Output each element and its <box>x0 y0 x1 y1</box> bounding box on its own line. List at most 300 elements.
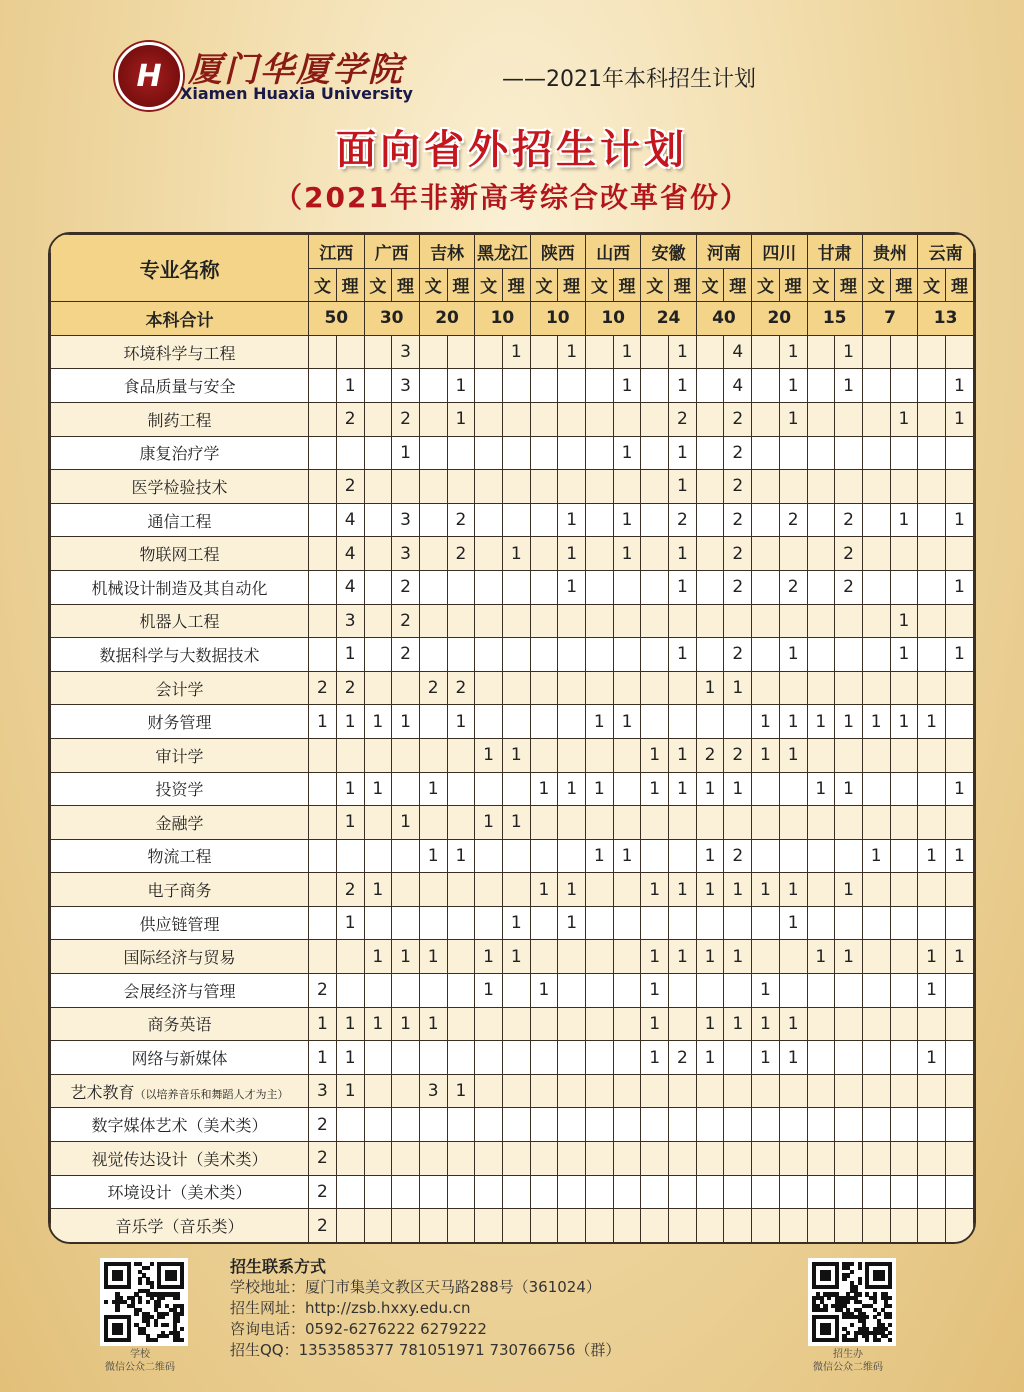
quota-cell <box>586 1007 614 1041</box>
major-name <box>51 1142 309 1176</box>
quota-cell <box>392 1209 420 1243</box>
quota-cell <box>364 1142 392 1176</box>
qr-label-admissions-line1: 招生办 <box>833 1349 863 1360</box>
quota-cell <box>530 806 558 840</box>
quota-cell <box>336 1209 364 1243</box>
quota-cell <box>835 1074 863 1108</box>
quota-cell: 3 <box>419 1074 447 1108</box>
qr-module <box>176 1296 180 1300</box>
quota-cell <box>862 974 890 1008</box>
major-name-text: 投资学 <box>155 780 204 800</box>
quota-cell <box>945 436 973 470</box>
table-row <box>51 806 974 840</box>
quota-cell <box>945 705 973 739</box>
major-name <box>51 940 309 974</box>
quota-cell: 1 <box>779 402 807 436</box>
quota-cell <box>918 906 946 940</box>
quota-cell <box>586 1175 614 1209</box>
quota-cell: 1 <box>502 537 530 571</box>
quota-cell <box>945 806 973 840</box>
qr-module <box>850 1323 854 1327</box>
quota-cell <box>752 436 780 470</box>
quota-cell <box>502 1074 530 1108</box>
quota-cell <box>862 1074 890 1108</box>
quota-cell <box>613 470 641 504</box>
quota-cell <box>586 974 614 1008</box>
major-name <box>51 1108 309 1142</box>
qr-module <box>127 1338 131 1342</box>
quota-cell <box>586 671 614 705</box>
quota-cell <box>862 537 890 571</box>
quota-cell: 1 <box>641 772 669 806</box>
quota-cell <box>890 1074 918 1108</box>
quota-cell <box>419 570 447 604</box>
quota-cell <box>419 436 447 470</box>
quota-cell <box>447 570 475 604</box>
table-row <box>51 537 974 571</box>
quota-cell <box>862 906 890 940</box>
province-total: 10 <box>586 302 641 336</box>
quota-cell: 1 <box>945 638 973 672</box>
qr-module <box>888 1304 892 1308</box>
quota-cell <box>835 1041 863 1075</box>
quota-cell <box>586 940 614 974</box>
quota-cell <box>558 671 586 705</box>
quota-cell <box>586 906 614 940</box>
qr-label-school-line1: 学校 <box>130 1349 150 1360</box>
quota-cell <box>945 1108 973 1142</box>
quota-cell <box>530 1108 558 1142</box>
quota-cell: 2 <box>392 604 420 638</box>
quota-cell <box>862 570 890 604</box>
quota-cell <box>364 638 392 672</box>
quota-cell <box>779 1142 807 1176</box>
quota-cell <box>945 1142 973 1176</box>
quota-cell <box>724 806 752 840</box>
quota-cell <box>502 503 530 537</box>
quota-cell <box>447 940 475 974</box>
quota-cell <box>862 873 890 907</box>
quota-cell <box>945 1074 973 1108</box>
major-name-text: 数据科学与大数据技术 <box>99 645 260 665</box>
quota-cell <box>392 1074 420 1108</box>
quota-cell <box>364 537 392 571</box>
quota-cell <box>502 974 530 1008</box>
quota-cell <box>807 839 835 873</box>
quota-cell <box>475 1108 503 1142</box>
province-header: 广西 <box>364 235 419 269</box>
quota-cell <box>558 940 586 974</box>
quota-cell: 2 <box>724 402 752 436</box>
quota-cell <box>807 974 835 1008</box>
quota-cell <box>530 335 558 369</box>
quota-cell: 1 <box>669 369 697 403</box>
quota-cell: 1 <box>890 638 918 672</box>
arts-track-header: 文 <box>364 268 392 302</box>
province-header: 江西 <box>309 235 364 269</box>
quota-cell <box>392 1142 420 1176</box>
university-logo <box>115 42 183 110</box>
quota-cell: 1 <box>364 940 392 974</box>
table-row <box>51 671 974 705</box>
quota-cell <box>696 335 724 369</box>
qr-module <box>858 1292 862 1296</box>
quota-cell <box>641 470 669 504</box>
major-name <box>51 436 309 470</box>
quota-cell: 1 <box>669 940 697 974</box>
quota-cell <box>945 1041 973 1075</box>
quota-cell <box>890 671 918 705</box>
quota-cell: 1 <box>641 974 669 1008</box>
quota-cell <box>890 873 918 907</box>
quota-cell <box>779 470 807 504</box>
quota-cell <box>502 470 530 504</box>
major-name-text: 音乐学（音乐类） <box>115 1217 244 1237</box>
quota-cell: 1 <box>392 806 420 840</box>
quota-cell: 1 <box>475 738 503 772</box>
quota-cell <box>945 335 973 369</box>
quota-cell <box>918 1175 946 1209</box>
quota-cell: 1 <box>558 906 586 940</box>
province-header: 黑龙江 <box>475 235 530 269</box>
plan-table <box>50 234 974 1243</box>
quota-cell <box>336 974 364 1008</box>
contact-website[interactable]: 招生网址：http://zsb.hxxy.edu.cn <box>230 1299 471 1317</box>
quota-cell <box>475 638 503 672</box>
quota-cell <box>835 470 863 504</box>
quota-cell <box>807 1074 835 1108</box>
quota-cell <box>364 974 392 1008</box>
quota-cell <box>475 1074 503 1108</box>
quota-cell <box>752 839 780 873</box>
quota-cell <box>613 1175 641 1209</box>
quota-cell <box>586 537 614 571</box>
quota-cell <box>364 402 392 436</box>
quota-cell <box>586 1041 614 1075</box>
quota-cell <box>835 839 863 873</box>
quota-cell <box>918 1007 946 1041</box>
arts-track-header: 文 <box>807 268 835 302</box>
quota-cell: 1 <box>669 772 697 806</box>
qr-module <box>146 1323 150 1327</box>
major-name <box>51 503 309 537</box>
quota-cell <box>779 1108 807 1142</box>
quota-cell <box>669 705 697 739</box>
quota-cell <box>364 839 392 873</box>
qr-module <box>150 1285 154 1289</box>
quota-cell: 3 <box>336 604 364 638</box>
quota-cell <box>475 772 503 806</box>
quota-cell <box>835 671 863 705</box>
quota-cell <box>502 1041 530 1075</box>
quota-cell <box>309 738 337 772</box>
major-name-text: 国际经济与贸易 <box>123 948 236 968</box>
quota-cell <box>696 570 724 604</box>
quota-cell <box>945 1007 973 1041</box>
quota-cell: 1 <box>530 873 558 907</box>
quota-cell <box>918 436 946 470</box>
quota-cell <box>613 1007 641 1041</box>
quota-cell: 1 <box>752 1007 780 1041</box>
quota-cell: 1 <box>336 1041 364 1075</box>
quota-cell <box>641 1175 669 1209</box>
quota-cell <box>779 839 807 873</box>
quota-cell: 1 <box>669 873 697 907</box>
quota-cell <box>807 738 835 772</box>
qr-code-admissions[interactable] <box>808 1258 896 1346</box>
province-total: 13 <box>918 302 974 336</box>
quota-cell: 1 <box>641 738 669 772</box>
quota-cell <box>779 1074 807 1108</box>
quota-cell <box>309 806 337 840</box>
major-name-text: 物流工程 <box>147 847 212 867</box>
quota-cell <box>447 1209 475 1243</box>
major-name-text: 网络与新媒体 <box>131 1049 228 1069</box>
quota-cell <box>530 503 558 537</box>
science-track-header: 理 <box>502 268 530 302</box>
qr-module <box>165 1323 169 1327</box>
quota-cell: 1 <box>336 638 364 672</box>
quota-cell: 1 <box>530 772 558 806</box>
science-track-header: 理 <box>613 268 641 302</box>
quota-cell: 1 <box>419 839 447 873</box>
quota-cell <box>779 1175 807 1209</box>
quota-cell <box>475 402 503 436</box>
quota-cell <box>392 1041 420 1075</box>
quota-cell: 2 <box>447 537 475 571</box>
quota-cell <box>475 503 503 537</box>
province-total: 7 <box>862 302 917 336</box>
quota-cell <box>447 1175 475 1209</box>
quota-cell <box>890 1142 918 1176</box>
quota-cell <box>724 604 752 638</box>
quota-cell <box>862 772 890 806</box>
quota-cell: 1 <box>752 974 780 1008</box>
quota-cell <box>364 1041 392 1075</box>
quota-cell <box>502 369 530 403</box>
quota-cell <box>696 470 724 504</box>
major-name-text: 视觉传达设计（美术类） <box>91 1149 268 1169</box>
quota-cell <box>475 1175 503 1209</box>
quota-cell <box>419 738 447 772</box>
quota-cell: 1 <box>669 537 697 571</box>
major-name <box>51 772 309 806</box>
quota-cell <box>862 738 890 772</box>
table-row <box>51 940 974 974</box>
quota-cell <box>835 604 863 638</box>
quota-cell: 1 <box>696 873 724 907</box>
quota-cell <box>586 503 614 537</box>
qr-module <box>119 1277 123 1281</box>
quota-cell <box>641 1209 669 1243</box>
quota-cell <box>364 436 392 470</box>
quota-cell <box>336 335 364 369</box>
quota-cell <box>752 1074 780 1108</box>
quota-cell <box>696 638 724 672</box>
qr-module <box>154 1338 158 1342</box>
quota-cell <box>309 335 337 369</box>
qr-code-school[interactable] <box>100 1258 188 1346</box>
quota-cell <box>945 470 973 504</box>
quota-cell <box>392 1108 420 1142</box>
table-row <box>51 738 974 772</box>
quota-cell <box>502 436 530 470</box>
quota-cell <box>807 873 835 907</box>
quota-cell <box>752 1209 780 1243</box>
science-track-header: 理 <box>447 268 475 302</box>
quota-cell <box>696 369 724 403</box>
quota-cell <box>807 570 835 604</box>
major-name <box>51 1175 309 1209</box>
quota-cell: 1 <box>558 503 586 537</box>
quota-cell <box>945 1175 973 1209</box>
quota-cell <box>613 402 641 436</box>
footer <box>0 1250 1024 1392</box>
quota-cell <box>835 906 863 940</box>
quota-cell: 1 <box>669 436 697 470</box>
quota-cell <box>336 436 364 470</box>
quota-cell <box>835 402 863 436</box>
quota-cell <box>752 470 780 504</box>
quota-cell <box>862 503 890 537</box>
quota-cell <box>752 940 780 974</box>
quota-cell: 1 <box>752 705 780 739</box>
quota-cell <box>475 671 503 705</box>
science-track-header: 理 <box>890 268 918 302</box>
quota-cell <box>309 839 337 873</box>
major-name <box>51 974 309 1008</box>
quota-cell <box>530 470 558 504</box>
quota-cell <box>862 470 890 504</box>
quota-cell <box>475 705 503 739</box>
quota-cell <box>641 705 669 739</box>
qr-module <box>165 1334 169 1338</box>
quota-cell: 1 <box>613 369 641 403</box>
quota-cell <box>779 974 807 1008</box>
quota-cell <box>309 772 337 806</box>
quota-cell <box>752 335 780 369</box>
quota-cell <box>669 806 697 840</box>
quota-cell <box>807 906 835 940</box>
major-name <box>51 906 309 940</box>
quota-cell <box>613 604 641 638</box>
province-header: 云南 <box>918 235 974 269</box>
quota-cell: 1 <box>835 335 863 369</box>
quota-cell <box>475 570 503 604</box>
major-name-note: （以培养音乐和舞蹈人才为主） <box>134 1087 289 1101</box>
quota-cell <box>613 1041 641 1075</box>
quota-cell <box>918 1074 946 1108</box>
qr-module <box>850 1270 854 1274</box>
quota-cell <box>502 1209 530 1243</box>
quota-cell: 1 <box>613 705 641 739</box>
quota-cell <box>945 974 973 1008</box>
quota-cell <box>724 1142 752 1176</box>
major-name <box>51 839 309 873</box>
table-row <box>51 503 974 537</box>
qr-label-admissions <box>793 1348 903 1374</box>
quota-cell <box>364 738 392 772</box>
quota-cell <box>918 638 946 672</box>
qr-module <box>888 1323 892 1327</box>
arts-track-header: 文 <box>918 268 946 302</box>
quota-cell <box>918 402 946 436</box>
quota-cell <box>945 1209 973 1243</box>
quota-cell: 1 <box>696 839 724 873</box>
quota-cell: 1 <box>558 335 586 369</box>
quota-cell: 1 <box>558 570 586 604</box>
quota-cell: 2 <box>309 671 337 705</box>
arts-track-header: 文 <box>752 268 780 302</box>
quota-cell <box>835 1142 863 1176</box>
quota-cell <box>530 839 558 873</box>
quota-cell <box>613 738 641 772</box>
quota-cell <box>641 570 669 604</box>
science-track-header: 理 <box>558 268 586 302</box>
quota-cell <box>862 1209 890 1243</box>
quota-cell: 1 <box>447 705 475 739</box>
quota-cell <box>419 873 447 907</box>
quota-cell <box>890 335 918 369</box>
quota-cell: 2 <box>724 839 752 873</box>
quota-cell <box>613 1142 641 1176</box>
quota-cell <box>807 436 835 470</box>
quota-cell <box>309 873 337 907</box>
qr-module <box>865 1315 869 1319</box>
quota-cell: 2 <box>309 974 337 1008</box>
quota-cell <box>752 1108 780 1142</box>
quota-cell: 1 <box>835 772 863 806</box>
qr-module <box>835 1285 839 1289</box>
poster-header <box>0 0 1024 230</box>
quota-cell: 1 <box>890 402 918 436</box>
quota-cell <box>502 873 530 907</box>
quota-cell <box>835 1007 863 1041</box>
quota-cell <box>641 537 669 571</box>
quota-cell: 1 <box>502 940 530 974</box>
quota-cell <box>447 1007 475 1041</box>
quota-cell <box>641 604 669 638</box>
quota-cell: 1 <box>696 671 724 705</box>
quota-cell <box>586 738 614 772</box>
quota-cell <box>502 1007 530 1041</box>
contact-phone: 咨询电话：0592-6276222 6279222 <box>230 1320 487 1338</box>
quota-cell <box>641 335 669 369</box>
quota-cell <box>558 738 586 772</box>
quota-cell <box>696 705 724 739</box>
science-track-header: 理 <box>724 268 752 302</box>
quota-cell: 2 <box>336 402 364 436</box>
quota-cell: 1 <box>392 1007 420 1041</box>
quota-cell <box>807 402 835 436</box>
quota-cell <box>586 335 614 369</box>
major-name <box>51 470 309 504</box>
quota-cell <box>835 1209 863 1243</box>
quota-cell <box>447 806 475 840</box>
quota-cell <box>918 772 946 806</box>
quota-cell <box>918 604 946 638</box>
quota-cell: 3 <box>392 335 420 369</box>
quota-cell <box>835 1175 863 1209</box>
quota-cell <box>613 772 641 806</box>
quota-cell: 4 <box>336 503 364 537</box>
qr-module <box>846 1331 850 1335</box>
quota-cell <box>586 604 614 638</box>
quota-cell: 1 <box>752 738 780 772</box>
quota-cell: 1 <box>392 940 420 974</box>
quota-cell: 1 <box>586 705 614 739</box>
quota-cell: 1 <box>945 402 973 436</box>
